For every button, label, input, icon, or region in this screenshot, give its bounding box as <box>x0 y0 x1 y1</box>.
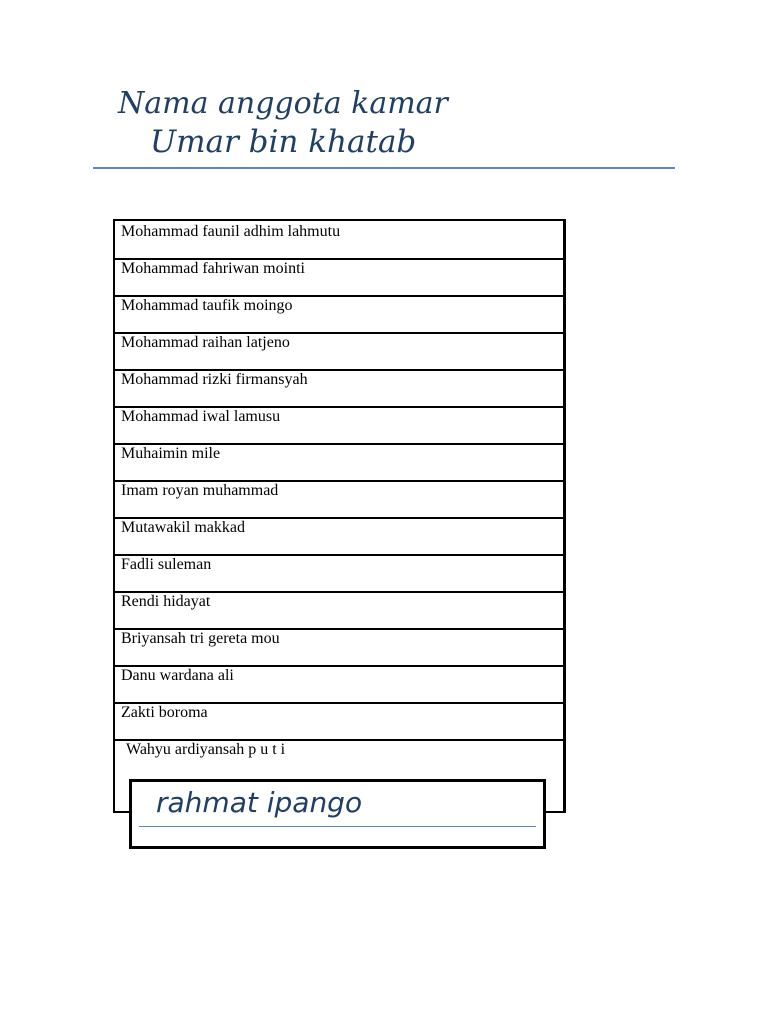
member-name: Mutawakil makkad <box>121 519 245 536</box>
member-name: Muhaimin mile <box>121 445 221 462</box>
table-row <box>115 369 563 408</box>
table-row <box>115 332 563 371</box>
page-subtitle: Umar bin khatab <box>150 124 417 160</box>
table-row <box>115 221 563 260</box>
table-row <box>115 443 563 482</box>
header-divider <box>93 167 675 169</box>
member-name: Mohammad rizki firmansyah <box>121 371 308 388</box>
member-name: Mohammad faunil adhim lahmutu <box>121 223 341 240</box>
table-row <box>115 702 563 741</box>
featured-name: rahmat ipango <box>156 786 363 819</box>
member-name: Mohammad raihan latjeno <box>121 334 290 351</box>
featured-name-box <box>129 779 546 849</box>
member-name: Mohammad iwal lamusu <box>121 408 281 425</box>
member-name: Mohammad fahriwan mointi <box>121 260 305 277</box>
table-row <box>115 406 563 445</box>
table-row <box>115 258 563 297</box>
table-row <box>115 480 563 519</box>
member-name: Wahyu ardiyansah p u t i <box>126 741 286 758</box>
member-name: Zakti boroma <box>121 704 208 721</box>
table-row <box>115 628 563 667</box>
member-name: Fadli suleman <box>121 556 212 573</box>
table-row <box>115 665 563 704</box>
member-name: Danu wardana ali <box>121 667 234 684</box>
table-row <box>115 295 563 334</box>
table-row <box>115 591 563 630</box>
table-row <box>115 554 563 593</box>
page-title: Nama anggota kamar <box>118 86 448 121</box>
member-name: Briyansah tri gereta mou <box>121 630 280 647</box>
table-row <box>115 517 563 556</box>
member-name: Mohammad taufik moingo <box>121 297 293 314</box>
member-name: Rendi hidayat <box>121 593 211 610</box>
member-table <box>113 219 566 813</box>
featured-name-underline <box>139 826 536 827</box>
member-name: Imam royan muhammad <box>121 482 279 499</box>
